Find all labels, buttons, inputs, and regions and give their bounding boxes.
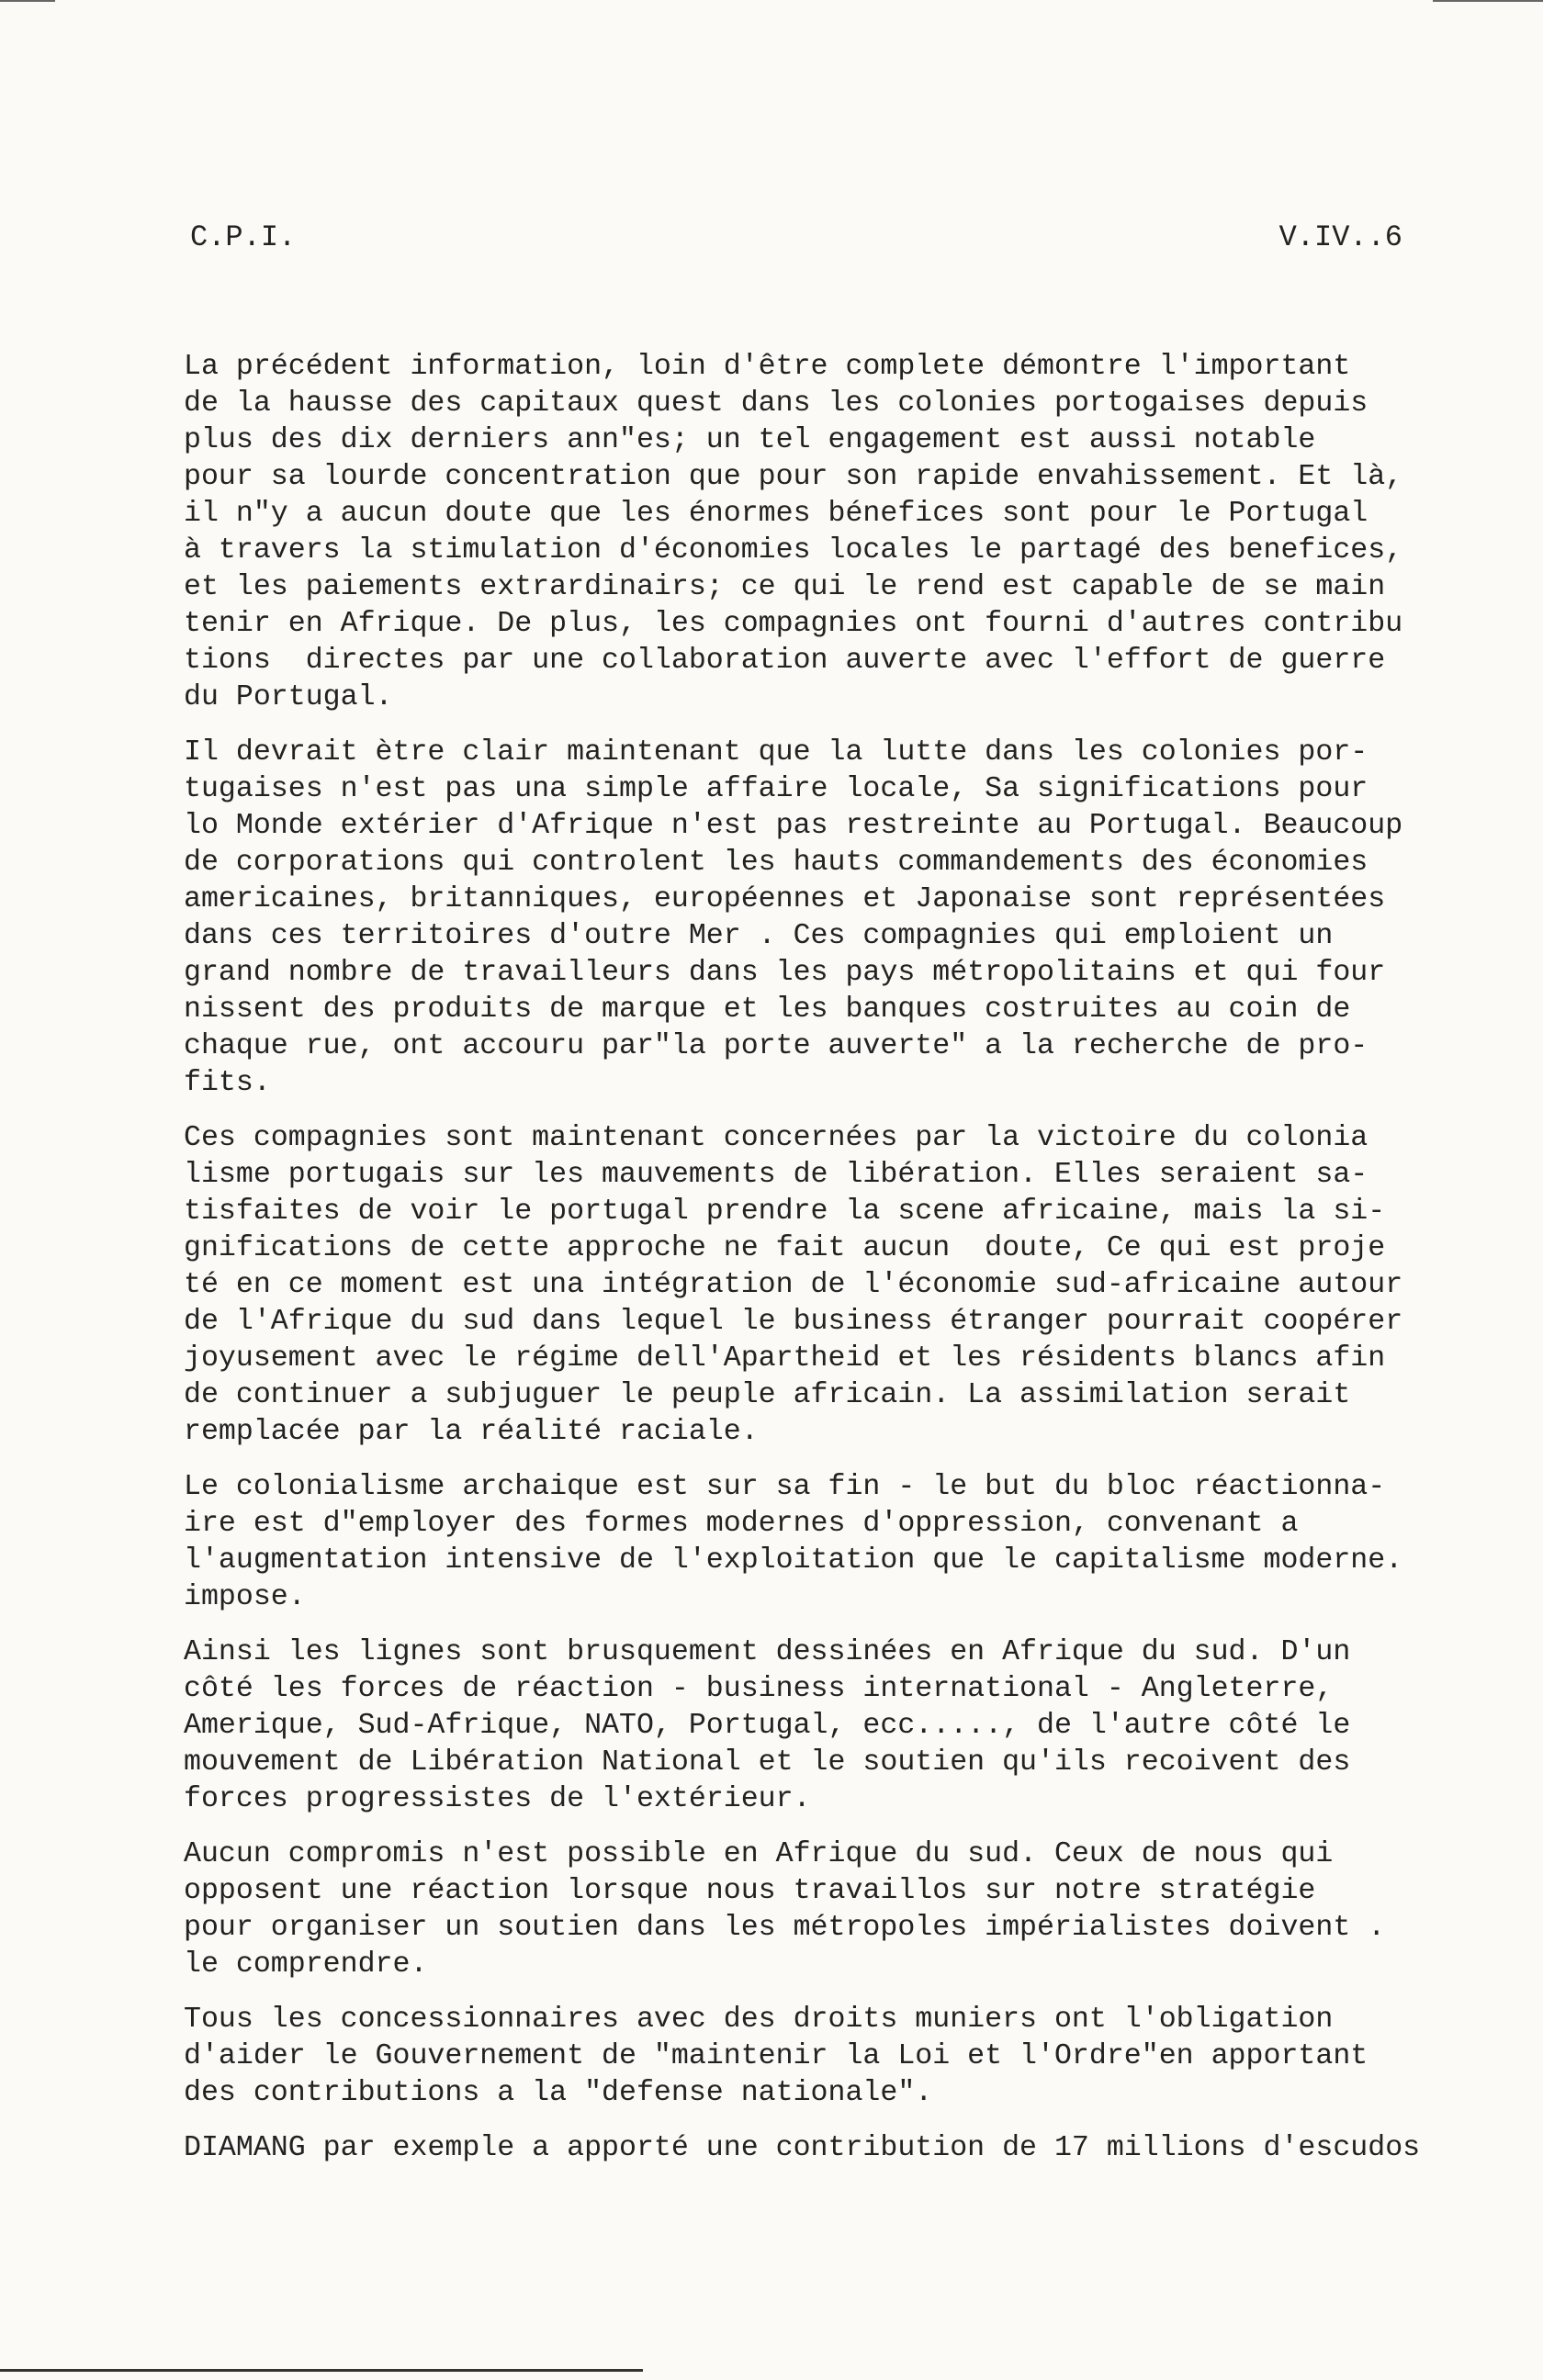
bottom-rule [0, 2369, 643, 2372]
text-line: té en ce moment est una intégration de l'économie sud-africaine autour [184, 1269, 1403, 1301]
header-reference: C.P.I. [190, 220, 297, 254]
text-line: Tous les concessionnaires avec des droits muniers ont l'obligation [184, 2004, 1334, 2036]
text-line: chaque rue, ont accouru par"la porte auverte" a la recherche de pro- [184, 1030, 1368, 1062]
text-line: tisfaites de voir le portugal prendre la scene africaine, mais la si- [184, 1196, 1386, 1228]
text-line: et les paiements extrardinairs; ce qui le rend est capable de se main [184, 571, 1386, 603]
text-line: plus des dix derniers ann"es; un tel engagement est aussi notable [184, 424, 1316, 456]
text-line: joyusement avec le régime dell'Apartheid et les résidents blancs afin [184, 1342, 1386, 1375]
text-line: d'aider le Gouvernement de "maintenir la Loi et l'Ordre"en apportant [184, 2040, 1368, 2072]
text-line: à travers la stimulation d'économies locales le partagé des benefices, [184, 534, 1403, 567]
text-line: il n"y a aucun doute que les énormes bénefices sont pour le Portugal [184, 498, 1368, 530]
text-line: dans ces territoires d'outre Mer . Ces compagnies qui emploient un [184, 920, 1334, 952]
text-line: tenir en Afrique. De plus, les compagnies ont fourni d'autres contribu [184, 608, 1403, 640]
page-header [190, 220, 1402, 275]
text-line: des contributions a la "defense nationale". [184, 2077, 933, 2109]
text-line: l'augmentation intensive de l'exploitation que le capitalisme moderne. [184, 1544, 1403, 1577]
text-line: nissent des produits de marque et les banques costruites au coin de [184, 994, 1351, 1026]
paragraph [184, 2130, 1515, 2167]
paragraph [184, 2002, 1515, 2112]
text-line: remplacée par la réalité raciale. [184, 1416, 759, 1448]
paragraph [184, 1120, 1515, 1451]
text-line: opposent une réaction lorsque nous travaillos sur notre stratégie [184, 1875, 1316, 1907]
scan-mark [0, 0, 55, 2]
text-line: mouvement de Libération National et le soutien qu'ils recoivent des [184, 1746, 1351, 1779]
text-line: Ces compagnies sont maintenant concernées par la victoire du colonia [184, 1122, 1368, 1154]
text-line: DIAMANG par exemple a apporté une contribution de 17 millions d'escudos [184, 2132, 1421, 2164]
text-line: Aucun compromis n'est possible en Afrique du sud. Ceux de nous qui [184, 1838, 1334, 1870]
text-line: du Portugal. [184, 681, 393, 713]
text-line: lo Monde extérier d'Afrique n'est pas restreinte au Portugal. Beaucoup [184, 810, 1403, 842]
scan-mark [1433, 0, 1543, 2]
paragraph [184, 1836, 1515, 1983]
paragraph [184, 735, 1515, 1102]
paragraph [184, 1634, 1515, 1818]
text-line: Le colonialisme archaique est sur sa fin - le but du bloc réactionna- [184, 1471, 1386, 1503]
text-line: grand nombre de travailleurs dans les pays métropolitains et qui four [184, 957, 1386, 989]
text-line: de la hausse des capitaux quest dans les colonies portogaises depuis [184, 387, 1368, 420]
text-line: pour organiser un soutien dans les métropoles impérialistes doivent . [184, 1912, 1386, 1944]
text-line: lisme portugais sur les mauvements de libération. Elles seraient sa- [184, 1159, 1368, 1191]
text-line: de continuer a subjuguer le peuple africain. La assimilation serait [184, 1379, 1351, 1411]
text-line: de l'Afrique du sud dans lequel le business étranger pourrait coopérer [184, 1306, 1403, 1338]
text-line: le comprendre. [184, 1948, 428, 1981]
paragraph [184, 1469, 1515, 1616]
text-line: de corporations qui controlent les hauts commandements des économies [184, 847, 1368, 879]
text-line: La précédent information, loin d'être complete démontre l'important [184, 351, 1351, 383]
text-line: tions directes par une collaboration auverte avec l'effort de guerre [184, 645, 1386, 677]
text-line: ire est d"employer des formes modernes d'oppression, convenant a [184, 1508, 1299, 1540]
paragraph [184, 349, 1515, 716]
text-line: impose. [184, 1581, 306, 1613]
text-line: gnifications de cette approche ne fait aucun doute, Ce qui est proje [184, 1232, 1386, 1264]
text-line: fits. [184, 1067, 271, 1099]
text-line: Il devrait ètre clair maintenant que la lutte dans les colonies por- [184, 736, 1368, 769]
text-line: pour sa lourde concentration que pour son rapide envahissement. Et là, [184, 461, 1403, 493]
text-line: americaines, britanniques, européennes et Japonaise sont représentées [184, 883, 1386, 915]
page-number: V.IV..6 [1278, 220, 1402, 254]
text-line: tugaises n'est pas una simple affaire locale, Sa significations pour [184, 773, 1368, 805]
text-line: côté les forces de réaction - business international - Angleterre, [184, 1673, 1334, 1705]
text-line: Amerique, Sud-Afrique, NATO, Portugal, ecc....., de l'autre côté le [184, 1710, 1351, 1742]
text-line: forces progressistes de l'extérieur. [184, 1783, 811, 1815]
text-line: Ainsi les lignes sont brusquement dessinées en Afrique du sud. D'un [184, 1636, 1351, 1668]
document-body [184, 349, 1515, 2185]
